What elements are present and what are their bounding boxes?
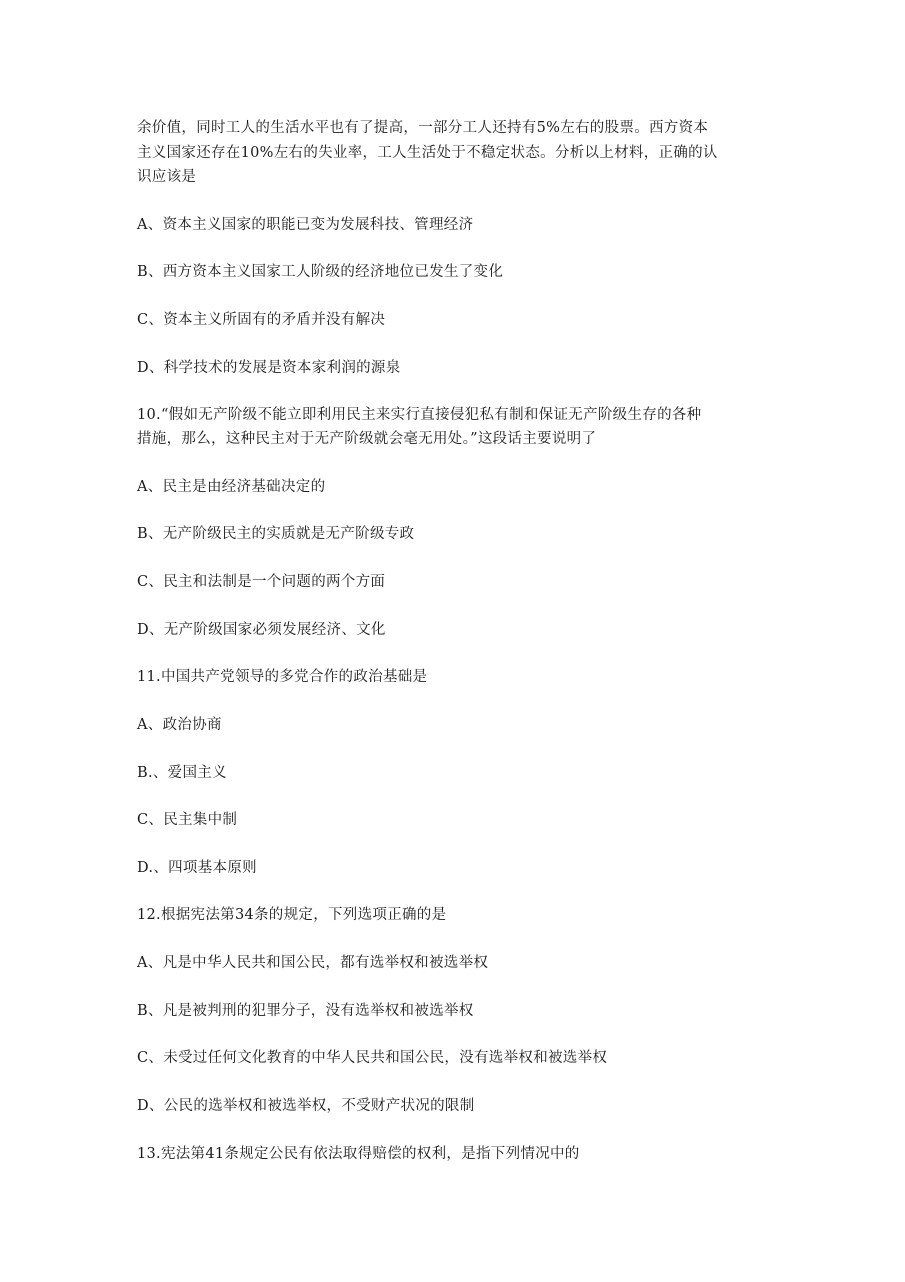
option-c: C、民主集中制 (137, 812, 238, 828)
option-c: C、资本主义所固有的矛盾并没有解决 (137, 312, 386, 328)
question-11: 11.中国共产党领导的多党合作的政治基础是 (137, 669, 428, 685)
text-line: 余价值，同时工人的生活水平也有了提高，一部分工人还持有5%左右的股票。西方资本 (137, 120, 709, 136)
question-12: 12.根据宪法第34条的规定，下列选项正确的是 (137, 907, 447, 923)
option-d: D、科学技术的发展是资本家利润的源泉 (137, 360, 401, 376)
option-d: D.、四项基本原则 (137, 860, 257, 876)
option-d: D、公民的选举权和被选举权，不受财产状况的限制 (137, 1098, 475, 1114)
option-b: B、无产阶级民主的实质就是无产阶级专政 (137, 526, 415, 542)
text-line: 识应该是 (137, 169, 197, 185)
option-b: B.、爱国主义 (137, 765, 227, 781)
question-10-cont: 措施，那么，这种民主对于无产阶级就会毫无用处。”这段话主要说明了 (137, 431, 597, 447)
question-10: 10.“假如无产阶级不能立即利用民主来实行直接侵犯私有制和保证无产阶级生存的各种 (137, 407, 702, 423)
option-a: A、政治协商 (137, 717, 222, 733)
option-c: C、民主和法制是一个问题的两个方面 (137, 574, 386, 590)
question-13: 13.宪法第41条规定公民有依法取得赔偿的权利，是指下列情况中的 (137, 1146, 580, 1162)
option-c: C、未受过任何文化教育的中华人民共和国公民，没有选举权和被选举权 (137, 1050, 608, 1066)
option-a: A、资本主义国家的职能已变为发展科技、管理经济 (137, 217, 474, 233)
option-b: B、西方资本主义国家工人阶级的经济地位已发生了变化 (137, 264, 504, 280)
option-b: B、凡是被判刑的犯罪分子，没有选举权和被选举权 (137, 1003, 474, 1019)
option-a: A、凡是中华人民共和国公民，都有选举权和被选举权 (137, 955, 489, 971)
option-a: A、民主是由经济基础决定的 (137, 479, 326, 495)
text-line: 主义国家还存在10%左右的失业率，工人生活处于不稳定状态。分析以上材料，正确的认 (137, 145, 718, 161)
option-d: D、无产阶级国家必须发展经济、文化 (137, 622, 386, 638)
